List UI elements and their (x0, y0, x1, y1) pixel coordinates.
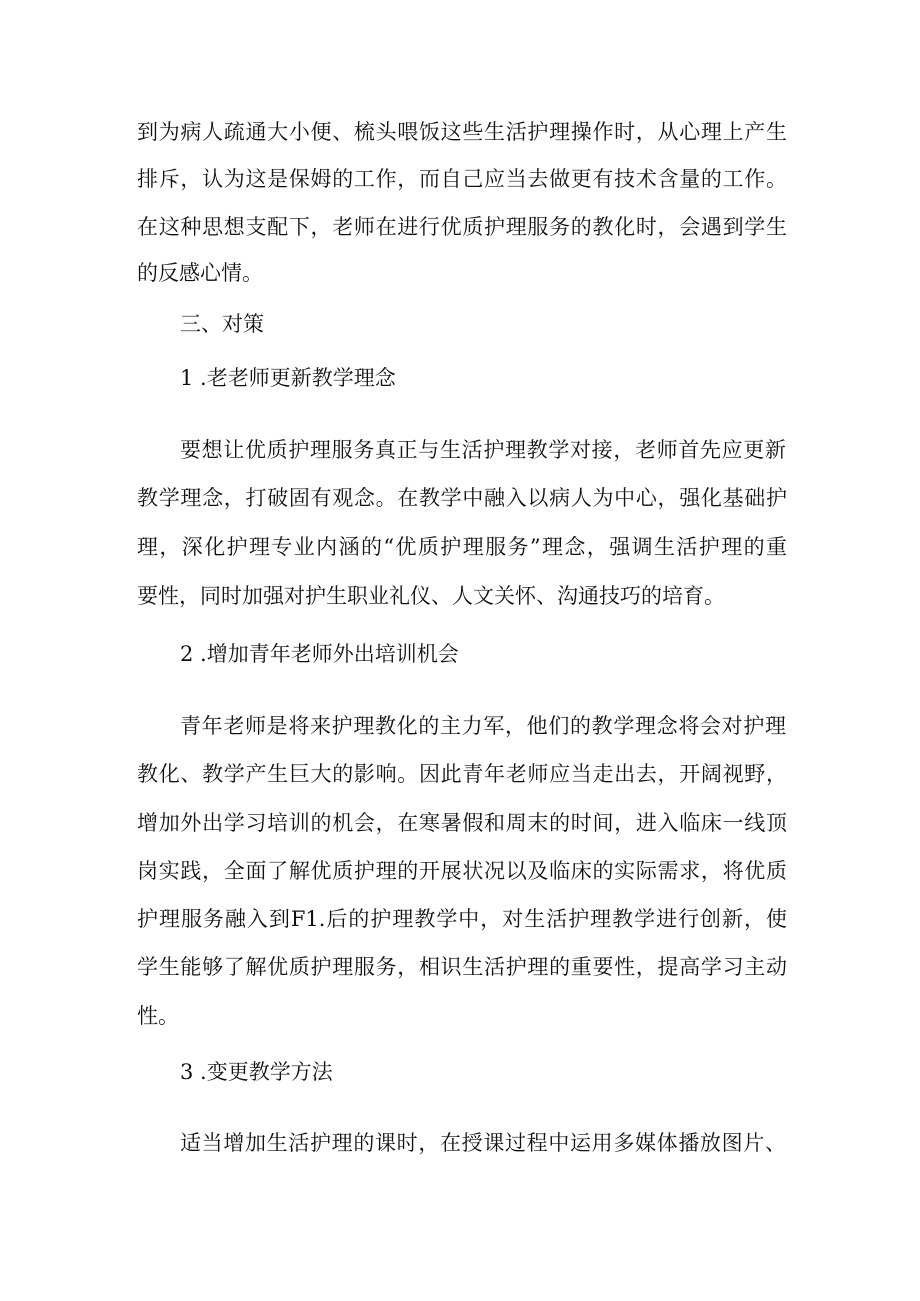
paragraph-line: 增加外出学习培训的机会，在寒暑假和周末的时间，进入临床一线顶 (137, 811, 787, 835)
paragraph-line: 青年老师是将来护理教化的主力军，他们的教学理念将会对护理 (180, 714, 786, 738)
paragraph-line: 适当增加生活护理的课时，在授课过程中运用多媒体播放图片、 (180, 1131, 786, 1155)
subsection-heading: 3 .变更教学方法 (180, 1060, 333, 1084)
paragraph-line: 在这种思想支配下，老师在进行优质护理服务的教化时，会遇到学生 (137, 215, 787, 239)
subsection-heading: 2 .增加青年老师外出培训机会 (180, 642, 459, 666)
paragraph-line: 岗实践，全面了解优质护理的开展状况以及临床的实际需求，将优质 (137, 859, 787, 883)
subsection-heading: 1 .老老师更新教学理念 (180, 366, 396, 390)
paragraph-line: 性。 (137, 1004, 179, 1028)
paragraph-line: 教学理念，打破固有观念。在教学中融入以病人为中心，强化基础护 (137, 486, 787, 510)
paragraph-line: 的反感心情。 (137, 261, 263, 285)
paragraph-line: 学生能够了解优质护理服务，相识生活护理的重要性，提高学习主动 (137, 955, 787, 979)
paragraph-line: 教化、教学产生巨大的影响。因此青年老师应当走出去，开阔视野， (137, 762, 787, 786)
paragraph-line: 排斥，认为这是保姆的工作，而自己应当去做更有技术含量的工作。 (137, 167, 787, 191)
paragraph-line: 到为病人疏通大小便、梳头喂饭这些生活护理操作时，从心理上产生 (137, 120, 787, 144)
paragraph-line: 要想让优质护理服务真正与生活护理教学对接，老师首先应更新 (180, 438, 786, 462)
paragraph-line: 理，深化护理专业内涵的“优质护理服务”理念，强调生活护理的重 (137, 535, 787, 559)
paragraph-line: 要性，同时加强对护生职业礼仪、人文关怀、沟通技巧的培育。 (137, 584, 725, 608)
paragraph-line: 护理服务融入到F1.后的护理教学中，对生活护理教学进行创新，使 (137, 907, 787, 931)
section-heading: 三、对策 (180, 312, 264, 336)
